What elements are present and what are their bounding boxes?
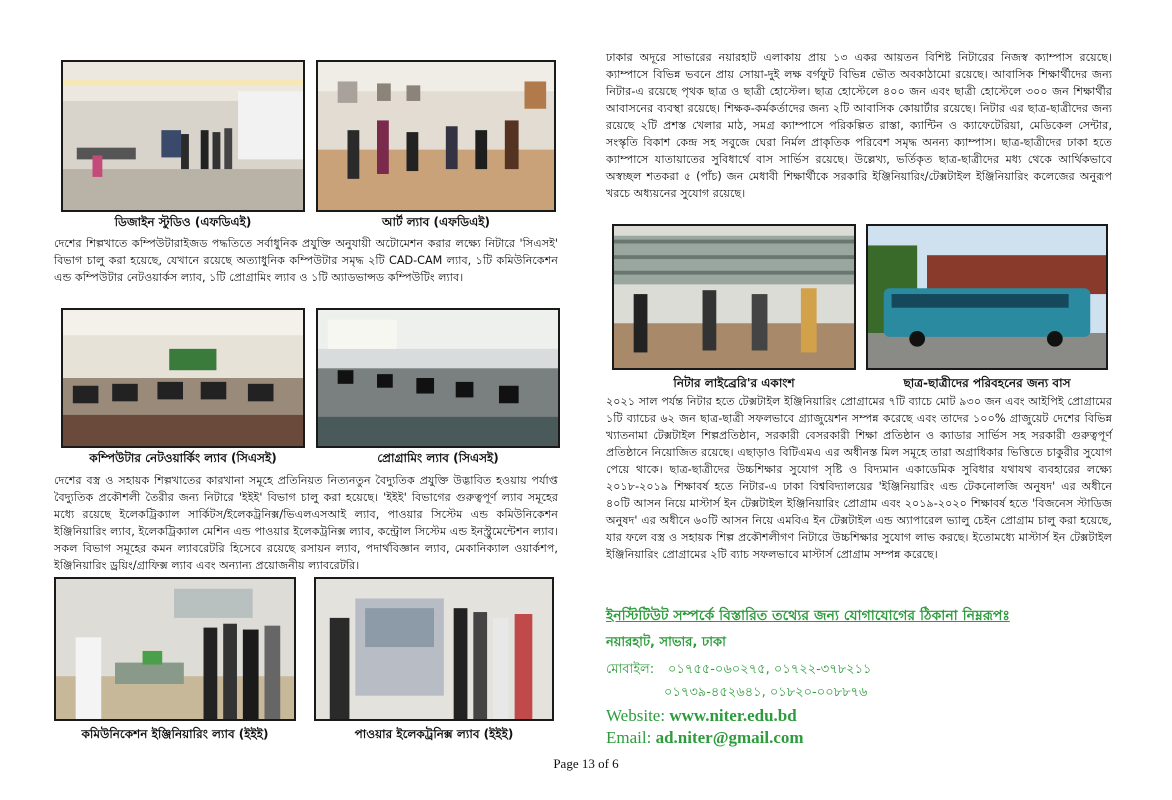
- caption-communication-lab: কমিউনিকেশন ইঞ্জিনিয়ারিং ল্যাব (ইইই): [81, 727, 269, 741]
- photo-student-bus: [866, 224, 1108, 370]
- page-number: Page 13 of 6: [553, 756, 619, 771]
- graduates-paragraph: ২০২১ সাল পর্যন্ত নিটার হতে টেক্সটাইল ইঞ্জিনিয়ারিং প্রোগ্রামের ৭টি ব্যাচে মোট ৯৩০ জন এবং আইপিই প্রোগ্রামের ১টি ব্যাচের ৬২ জন ছাত্র-ছাত্রী সফলভাবে গ্র্যাজুয়েশন সম্পন্ন করেছে এবং তাদের ১০০% গ্রাজুয়েট দেশের বিভিন্ন খ্যাতনামা টেক্সটাইল শিল্পপ্রতিষ্ঠান, সরকারী বেসরকারী শিক্ষা প্রতিষ্ঠান ও ক্যাডার সার্ভিস সহ সরকারী গুরুত্বপূর্ণ প্রতিষ্ঠানে নিয়োজিত রয়েছে। এছাড়াও বিটিএমএ এর অধীনস্ত মিল সমূহে তারা অগ্রাধিকার ভিত্তিতে চাকুরীর সুযোগ পেয়ে থাকে। ছাত্র-ছাত্রীদের উচ্চশিক্ষার সুযোগ সৃষ্টি ও বিদ্যমান একাডেমিক সুবিধার যথাযথ ব্যবহারের লক্ষ্যে ২০১৮-২০১৯ শিক্ষাবর্ষ হতে নিটার-এ ঢাকা বিশ্ববিদ্যালয়ের 'ইঞ্জিনিয়ারিং এন্ড টেকনোলজি অনুষদ' এর অধীনে ৪০টি আসন নিয়ে মাস্টার্স ইন টেক্সটাইল ইঞ্জিনিয়ারিং প্রোগ্রাম এবং ২০১৯-২০২০ শিক্ষাবর্ষ হতে 'বিজনেস স্টাডিজ অনুষদ' এর অধীনে ৬০টি আসন নিয়ে এমবিএ ইন টেক্সটাইল এন্ড অ্যাপারেল ভ্যালু চেইন প্রোগ্রাম চালু করা হয়েছে, যার ফলে বস্ত্র ও সহায়ক শিল্প প্রকৌশলীগণ নিটারে উচ্চশিক্ষার সুযোগ লাভ করছে। ইতোমধ্যে মাস্টার্স ইন টেক্সটাইল ইঞ্জিনিয়ারিং প্রোগ্রামের ২টি ব্যাচ সফলভাবে মাস্টার্স প্রোগ্রাম সম্পন্ন করেছে।: [606, 395, 1112, 561]
- photo-power-electronics-lab: [314, 577, 554, 721]
- mobile-numbers-line2: ০১৭৩৯-৪৫২৬৪১, ০১৮২০-০০৮৮৭৬: [664, 685, 868, 700]
- email-label: Email:: [606, 728, 652, 747]
- cse-department-paragraph: দেশের শিল্পখাতে কম্পিউটারাইজড পদ্ধতিতে সর্বাধুনিক প্রযুক্তি অনুযায়ী অটোমেশন করার লক্ষ্যে নিটারে 'সিএসই' বিভাগ চালু করা হয়েছে, যেখানে রয়েছে অত্যাধুনিক কম্পিউটার সমৃদ্ধ ২টি CAD-CAM ল্যাব, ১টি কমিউনিকেশন এন্ড কম্পিউটার নেটওয়ার্কস ল্যাব, ১টি প্রোগ্রামিং ল্যাব ও ১টি অ্যাডভান্সড কম্পিউটিং ল্যাব।: [54, 237, 558, 284]
- contact-title: ইনস্টিটিউট সম্পর্কে বিস্তারিত তথ্যের জন্য যোগাযোগের ঠিকানা নিম্নরূপঃ: [606, 608, 1010, 624]
- caption-power-electronics-lab: পাওয়ার ইলেকট্রনিক্স ল্যাব (ইইই): [354, 727, 514, 741]
- caption-bus: ছাত্র-ছাত্রীদের পরিবহনের জন্য বাস: [903, 376, 1071, 390]
- email-link[interactable]: ad.niter@gmail.com: [655, 728, 804, 747]
- photo-programming-lab: [316, 308, 560, 448]
- photo-art-lab: [316, 60, 556, 212]
- website-link[interactable]: www.niter.edu.bd: [669, 706, 797, 725]
- caption-design-studio: ডিজাইন স্টুডিও (এফডিএই): [114, 215, 252, 229]
- caption-library: নিটার লাইব্রেরি'র একাংশ: [673, 376, 795, 390]
- photo-design-studio: [61, 60, 305, 212]
- photo-communication-lab: [54, 577, 296, 721]
- photo-networking-lab: [61, 308, 305, 448]
- caption-art-lab: আর্ট ল্যাব (এফডিএই): [382, 215, 490, 229]
- website-row: [606, 706, 797, 726]
- eee-department-paragraph: দেশের বস্ত্র ও সহায়ক শিল্পখাতের কারখানা সমূহে প্রতিনিয়ত নিত্যনতুন বৈদ্যুতিক প্রযুক্তি উদ্ভাবিত হওয়ায় পর্যাপ্ত বৈদ্যুতিক প্রকৌশলী তৈরীর জন্য নিটারে 'ইইই' বিভাগ চালু করা হয়েছে। 'ইইই' বিভাগের গুরুত্বপূর্ণ ল্যাব সমূহের মধ্যে রয়েছে ইলেকট্রিক্যাল সার্কিটস/ইলেকট্রনিক্স/ভিএলএসআই ল্যাব, পাওয়ার সিস্টেম এন্ড কমিউনিকেশন ইঞ্জিনিয়ারিং ল্যাব, ইলেকট্রিক্যাল মেশিন এন্ড পাওয়ার ইলেকট্রনিক্স ল্যাব, কন্ট্রোল সিস্টেম এন্ড ইনস্ট্রুমেন্টেশন ল্যাব। সকল বিভাগ সমূহের কমন ল্যাবরেটরি হিসেবে রয়েছে রসায়ন ল্যাব, পদার্থবিজ্ঞান ল্যাব, মেকানিক্যাল ওয়ার্কশপ, ইঞ্জিনিয়ারিং ড্রয়িং/গ্রাফিক্স ল্যাব এবং অন্যান্য প্রয়োজনীয় ল্যাবরেটরি।: [54, 474, 558, 572]
- email-row: [606, 728, 804, 748]
- website-label: Website:: [606, 706, 666, 725]
- caption-networking-lab: কম্পিউটার নেটওয়ার্কিং ল্যাব (সিএসই): [89, 451, 277, 465]
- photo-library: [612, 224, 856, 370]
- mobile-numbers-line1: ০১৭৫৫-০৬০২৭৫, ০১৭২২-৩৭৮২১১: [668, 662, 872, 677]
- mobile-label: মোবাইল:: [606, 662, 655, 677]
- contact-address: নয়ারহাট, সাভার, ঢাকা: [606, 635, 726, 650]
- caption-programming-lab: প্রোগ্রামিং ল্যাব (সিএসই): [377, 451, 499, 465]
- campus-paragraph: ঢাকার অদূরে সাভারের নয়ারহাট এলাকায় প্রায় ১৩ একর আয়তন বিশিষ্ট নিটারের নিজস্ব ক্যাম্পাস রয়েছে। ক্যাম্পাসে বিভিন্ন ভবনে প্রায় সোয়া-দুই লক্ষ বর্গফুট বিভিন্ন ভৌত অবকাঠামো রয়েছে। আবাসিক শিক্ষার্থীদের জন্য নিটার-এ রয়েছে পৃথক ছাত্র ও ছাত্রী হোস্টেল। ছাত্র হোস্টেলে ৪০০ জন এবং ছাত্রী হোস্টেলে ৩০০ জন শিক্ষার্থীর আবাসনের ব্যবস্থা রয়েছে। শিক্ষক-কর্মকর্তাদের জন্য ২টি আবাসিক কোয়ার্টার রয়েছে। নিটার এর ছাত্র-ছাত্রীদের জন্য রয়েছে ২টি প্রশস্ত খেলার মাঠ, সমগ্র ক্যাম্পাসে পরিকল্পিত রাস্তা, ক্যান্টিন ও ক্যাফেটেরিয়া, মেডিকেল সেন্টার, সংস্কৃতি বিকাশ কেন্দ্র সহ সবুজে ঘেরা নির্মল প্রাকৃতিক পরিবেশ সমৃদ্ধ অনন্য ক্যাম্পাস। ছাত্র-ছাত্রীদের ঢাকা হতে ক্যাম্পাসে যাতায়াতের সুবিধার্থে বাস সার্ভিস রয়েছে। উল্লেখ্য, ভর্তিকৃত ছাত্র-ছাত্রীদের মধ্য থেকে আর্থিকভাবে অস্বচ্ছল শতকরা ৫ (পাঁচ) জন মেধাবী শিক্ষার্থীকে সরকারি ইঞ্জিনিয়ারিং/টেক্সটাইল ইঞ্জিনিয়ারিং কলেজের অনুরূপ খরচে অধ্যয়নের সুযোগ রয়েছে।: [606, 51, 1112, 200]
